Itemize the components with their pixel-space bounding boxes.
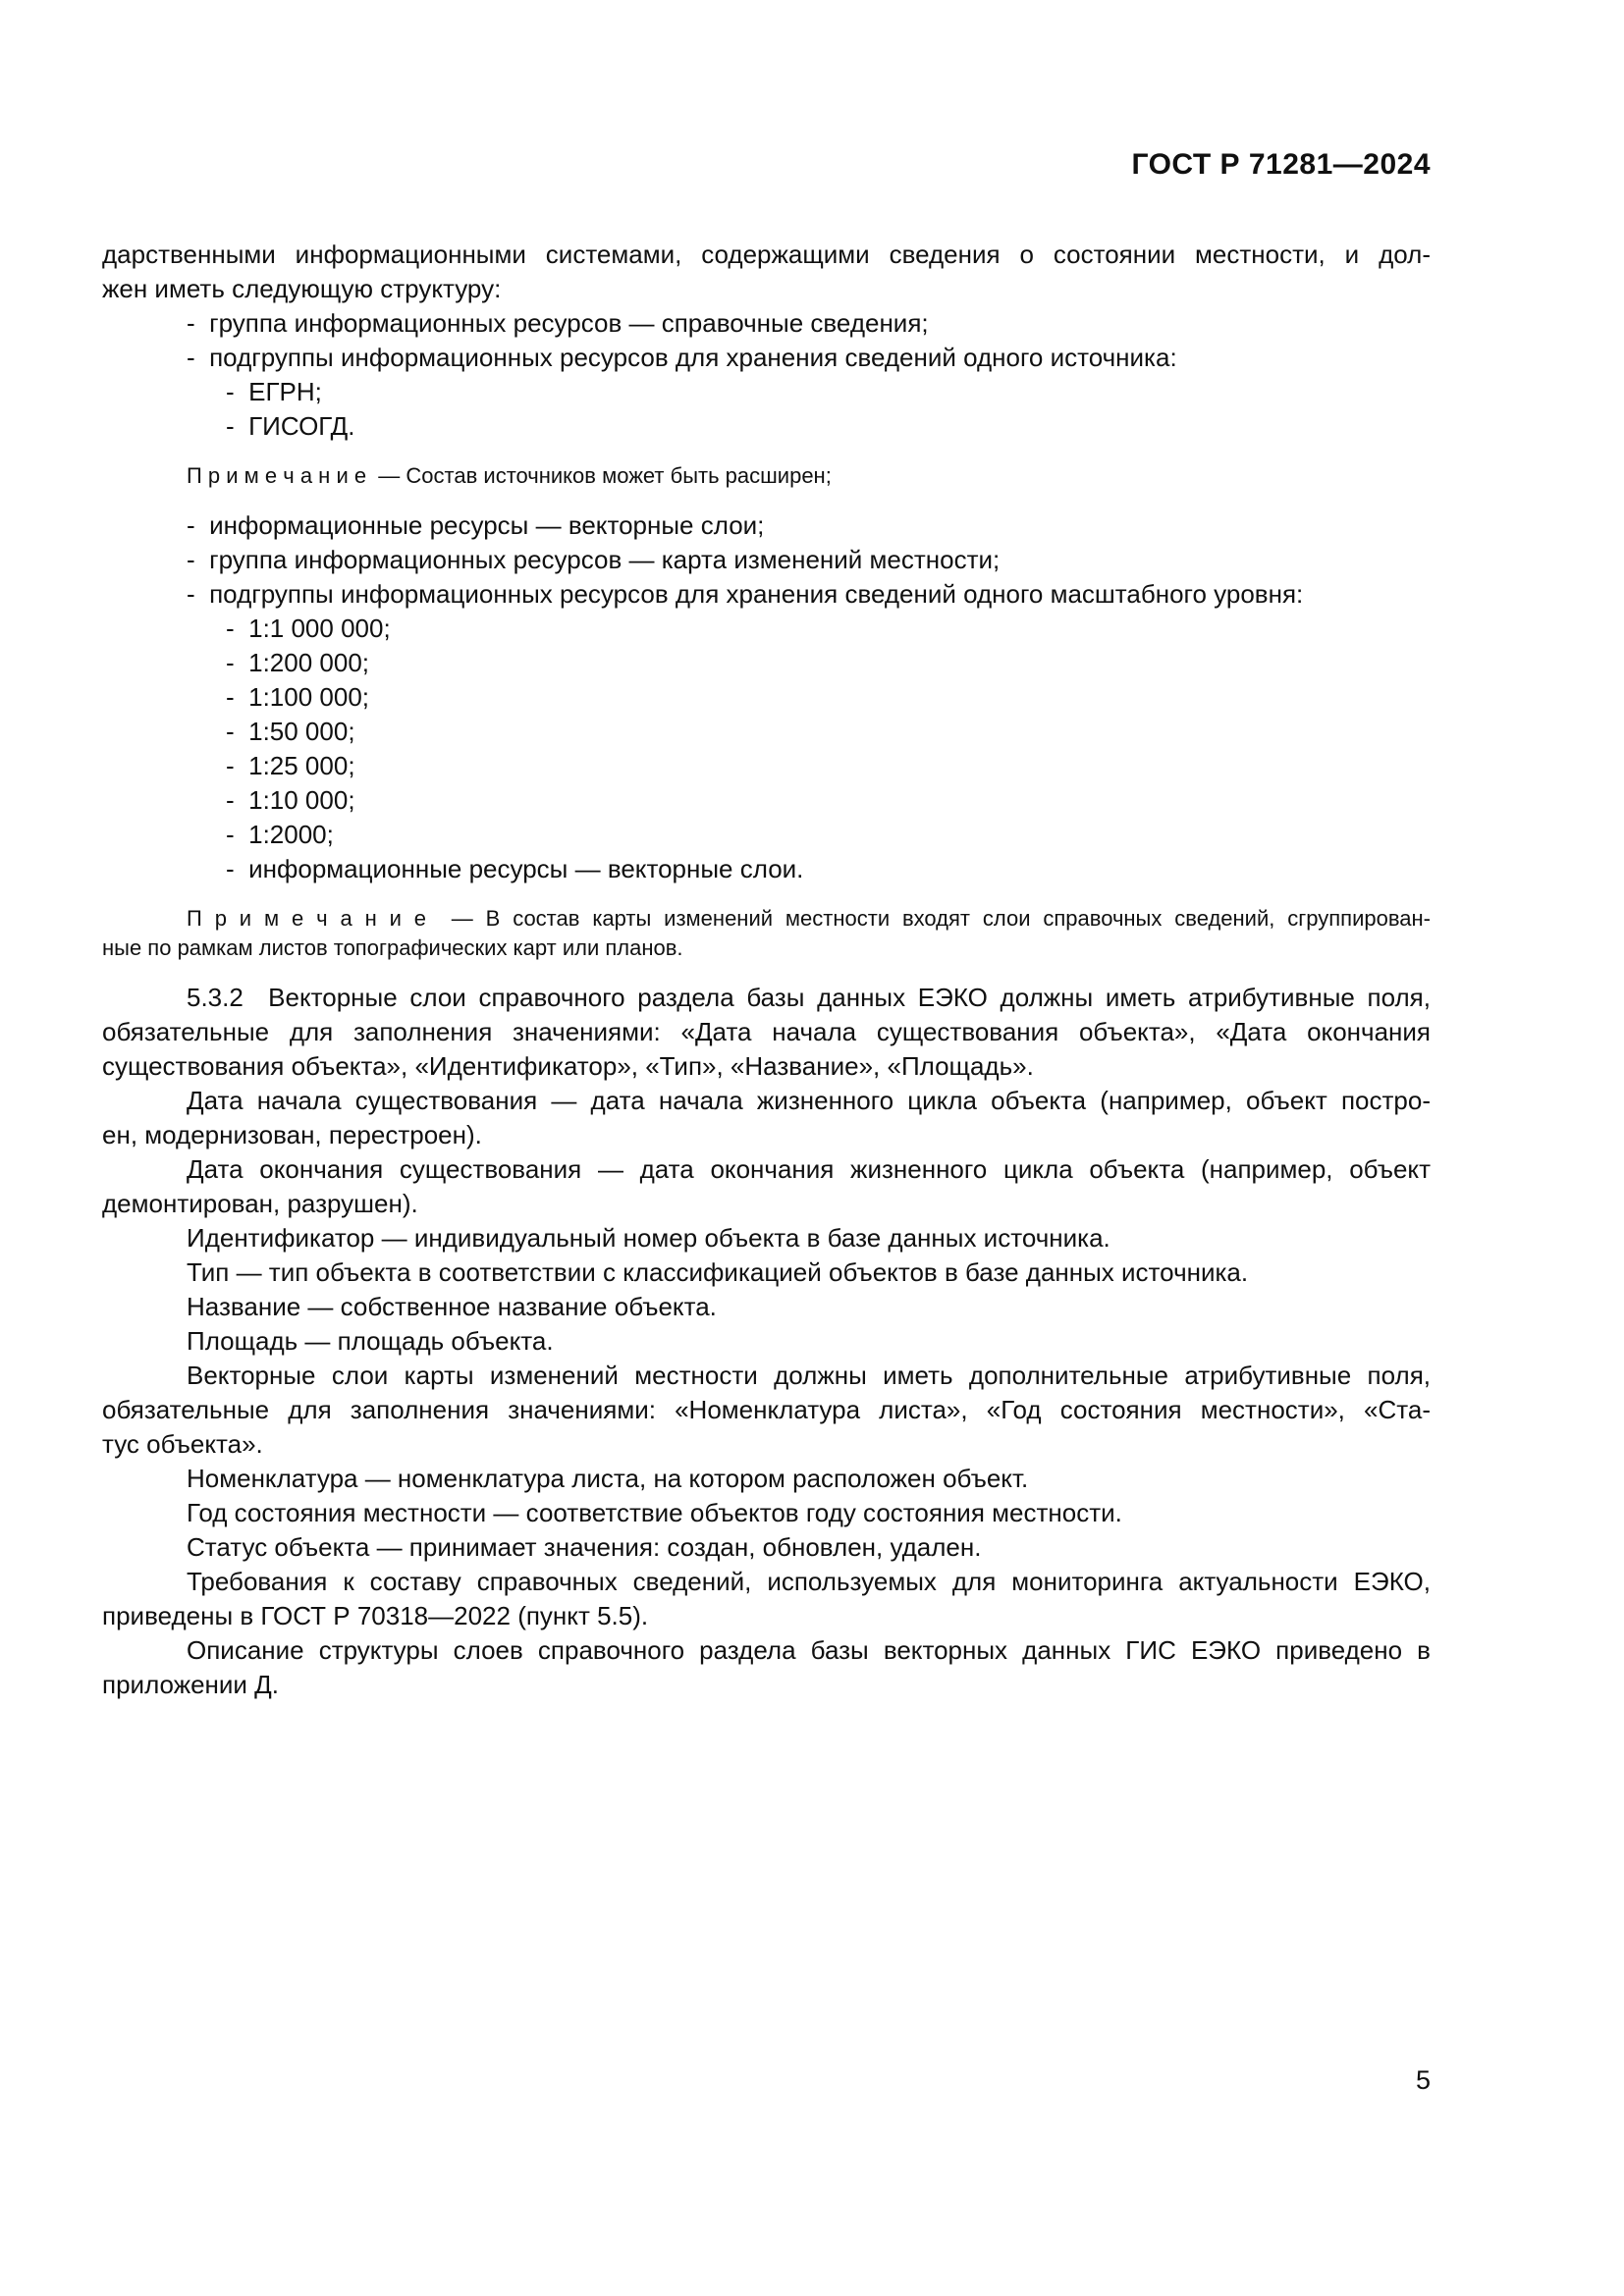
- text-line: - информационные ресурсы — векторные слои;: [187, 510, 765, 540]
- text-line: приведены в ГОСТ Р 70318—2022 (пункт 5.5).: [102, 1601, 649, 1630]
- text-line: Тип — тип объекта в соответствии с классификацией объектов в базе данных источника.: [187, 1257, 1249, 1287]
- page-number: 5: [1415, 2065, 1431, 2095]
- text-line: Статус объекта — принимает значения: создан, обновлен, удален.: [187, 1532, 982, 1562]
- document-body: [102, 238, 1431, 1702]
- text-line: Площадь — площадь объекта.: [187, 1326, 554, 1356]
- text-line: приложении Д.: [102, 1670, 280, 1699]
- document-content: [102, 149, 1431, 1702]
- text-line: - группа информационных ресурсов — карта изменений местности;: [187, 545, 1001, 574]
- text-line: Требования к составу справочных сведений, используемых для мониторинга актуальности ЕЭКО,: [187, 1567, 1431, 1596]
- text-line: - ЕГРН;: [226, 377, 322, 406]
- text-line: жен иметь следующую структуру:: [102, 274, 502, 303]
- text-line: - 1:100 000;: [226, 682, 369, 712]
- text-line: Дата начала существования — дата начала жизненного цикла объекта (например, объект постро-: [187, 1086, 1431, 1115]
- text-line: существования объекта», «Идентификатор», «Тип», «Название», «Площадь».: [102, 1051, 1034, 1081]
- text-line: дарственными информационными системами, содержащими сведения о состоянии местности, и дол-: [102, 240, 1431, 269]
- text-line: Номенклатура — номенклатура листа, на котором расположен объект.: [187, 1464, 1029, 1493]
- text-line: обязательные для заполнения значениями: «Номенклатура листа», «Год состояния местности», «Ста-: [102, 1395, 1431, 1424]
- note-line: П р и м е ч а н и е — Состав источников может быть расширен;: [187, 463, 832, 488]
- text-line: Год состояния местности — соответствие объектов году состояния местности.: [187, 1498, 1122, 1527]
- text-line: - ГИСОГД.: [226, 411, 355, 441]
- text-line: обязательные для заполнения значениями: «Дата начала существования объекта», «Дата окончания: [102, 1017, 1431, 1046]
- note-line: П р и м е ч а н и е — В состав карты изменений местности входят слои справочных сведений, сгруппирован-: [187, 906, 1431, 931]
- text-line: - 1:1 000 000;: [226, 614, 391, 643]
- text-line: - подгруппы информационных ресурсов для хранения сведений одного масштабного уровня:: [187, 579, 1304, 609]
- text-line: - 1:2000;: [226, 820, 334, 849]
- text-line: - 1:50 000;: [226, 717, 355, 746]
- text-line: 5.3.2 Векторные слои справочного раздела базы данных ЕЭКО должны иметь атрибутивные поля,: [187, 983, 1431, 1012]
- text-line: Дата окончания существования — дата окончания жизненного цикла объекта (например, объект: [187, 1154, 1431, 1184]
- text-line: Описание структуры слоев справочного раздела базы векторных данных ГИС ЕЭКО приведено в: [187, 1635, 1431, 1665]
- text-line: - 1:25 000;: [226, 751, 355, 780]
- text-line: Векторные слои карты изменений местности должны иметь дополнительные атрибутивные поля,: [187, 1361, 1431, 1390]
- text-line: ен, модернизован, перестроен).: [102, 1120, 482, 1149]
- note-line: ные по рамкам листов топографических карт или планов.: [102, 935, 683, 960]
- text-line: - группа информационных ресурсов — справочные сведения;: [187, 308, 929, 338]
- text-line: Идентификатор — индивидуальный номер объекта в базе данных источника.: [187, 1223, 1110, 1253]
- text-line: демонтирован, разрушен).: [102, 1189, 418, 1218]
- text-line: - 1:10 000;: [226, 785, 355, 815]
- text-line: Название — собственное название объекта.: [187, 1292, 717, 1321]
- text-line: - подгруппы информационных ресурсов для хранения сведений одного источника:: [187, 343, 1177, 372]
- text-line: - информационные ресурсы — векторные слои.: [226, 854, 804, 883]
- text-line: тус объекта».: [102, 1429, 263, 1459]
- document-code-header: ГОСТ Р 71281—2024: [1131, 148, 1431, 181]
- text-line: - 1:200 000;: [226, 648, 369, 677]
